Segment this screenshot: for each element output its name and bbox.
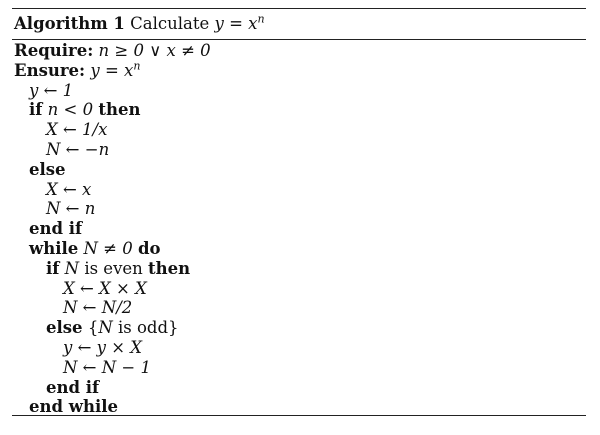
algorithm-box (12, 8, 586, 417)
code-line: while N ≠ 0 do (29, 238, 161, 258)
code-line: if N is even then (46, 258, 191, 278)
code-line: end if (46, 377, 100, 397)
code-line: else (29, 159, 66, 179)
ensure-line: Ensure: $y = x^n$ (14, 59, 141, 80)
code-line: else {N is odd} (46, 318, 179, 338)
code-line: X ← 1/x (46, 120, 108, 140)
code-line: N ← N/2 (63, 298, 133, 318)
bottom-rule (12, 415, 586, 416)
code-line: N ← N − 1 (63, 357, 152, 377)
code-line: y ← y × X (63, 337, 143, 357)
require-line: Require: n ≥ 0 ∨ x ≠ 0 (14, 41, 211, 60)
code-line: X ← x (46, 179, 92, 199)
algorithm-label: Algorithm 1 (14, 14, 125, 33)
code-comment: {N is odd} (87, 318, 179, 338)
caption-text: Calculate (130, 14, 210, 33)
algorithm-body (12, 40, 586, 417)
code-line: N ← −n (46, 139, 110, 159)
code-line: end while (29, 397, 119, 417)
code-line: X ← X × X (63, 278, 147, 298)
code-line: if n < 0 then (29, 100, 141, 120)
code-line: y ← 1 (29, 80, 74, 100)
caption-expression: $y = x^n$ (214, 12, 265, 33)
code-line: end if (29, 219, 83, 239)
code-line: N ← n (46, 199, 96, 219)
algorithm-caption (12, 9, 586, 39)
